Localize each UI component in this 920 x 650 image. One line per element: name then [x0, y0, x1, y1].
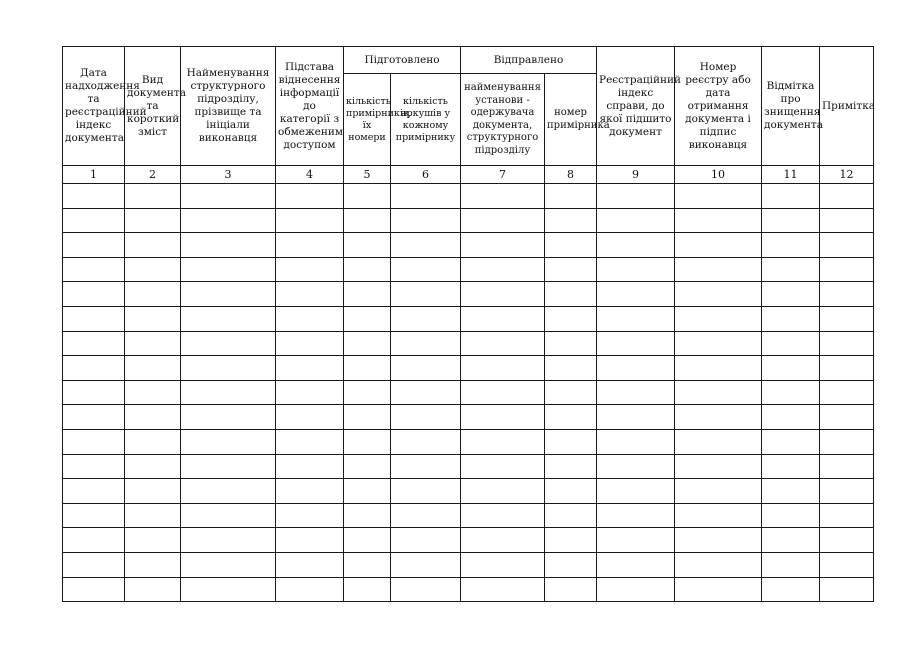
table-row	[63, 528, 874, 553]
table-cell[interactable]	[125, 503, 181, 528]
table-cell[interactable]	[675, 577, 762, 602]
column-number: 8	[545, 166, 597, 184]
table-row	[63, 503, 874, 528]
table-cell[interactable]	[63, 405, 125, 430]
table-cell[interactable]	[762, 282, 820, 307]
table-cell[interactable]	[597, 331, 675, 356]
table-cell[interactable]	[125, 479, 181, 504]
table-cell[interactable]	[344, 257, 391, 282]
table-cell[interactable]	[181, 356, 276, 381]
table-cell[interactable]	[391, 528, 461, 553]
table-cell[interactable]	[344, 282, 391, 307]
table-cell[interactable]	[597, 479, 675, 504]
table-cell[interactable]	[344, 306, 391, 331]
table-cell[interactable]	[63, 356, 125, 381]
header-document-type: Вид документа та короткий зміст	[125, 47, 181, 166]
table-cell[interactable]	[461, 233, 545, 258]
table-cell[interactable]	[762, 356, 820, 381]
table-cell[interactable]	[545, 528, 597, 553]
table-cell[interactable]	[344, 380, 391, 405]
table-cell[interactable]	[391, 356, 461, 381]
header-note: Примітка	[820, 47, 874, 166]
table-cell[interactable]	[675, 405, 762, 430]
table-cell[interactable]	[675, 282, 762, 307]
table-cell[interactable]	[820, 503, 874, 528]
table-cell[interactable]	[63, 257, 125, 282]
column-number: 5	[344, 166, 391, 184]
table-cell[interactable]	[545, 331, 597, 356]
table-cell[interactable]	[181, 257, 276, 282]
table-cell[interactable]	[545, 503, 597, 528]
table-cell[interactable]	[545, 282, 597, 307]
table-cell[interactable]	[461, 257, 545, 282]
table-cell[interactable]	[181, 208, 276, 233]
table-cell[interactable]	[461, 356, 545, 381]
table-cell[interactable]	[545, 380, 597, 405]
table-cell[interactable]	[276, 233, 344, 258]
column-number: 12	[820, 166, 874, 184]
table-row	[63, 380, 874, 405]
table-cell[interactable]	[820, 479, 874, 504]
header-restriction-basis: Підстава віднесення інформації до категорії з обмеженим доступом	[276, 47, 344, 166]
table-cell[interactable]	[63, 577, 125, 602]
header-receipt-date: Дата надходження та реєстраційний індекс документа	[63, 47, 125, 166]
table-cell[interactable]	[675, 184, 762, 209]
table-cell[interactable]	[461, 503, 545, 528]
table-cell[interactable]	[545, 405, 597, 430]
table-cell[interactable]	[597, 208, 675, 233]
table-cell[interactable]	[597, 257, 675, 282]
table-cell[interactable]	[820, 405, 874, 430]
table-cell[interactable]	[63, 306, 125, 331]
table-cell[interactable]	[344, 356, 391, 381]
table-cell[interactable]	[762, 331, 820, 356]
table-cell[interactable]	[461, 331, 545, 356]
table-cell[interactable]	[597, 429, 675, 454]
table-cell[interactable]	[125, 454, 181, 479]
table-cell[interactable]	[391, 282, 461, 307]
table-cell[interactable]	[63, 233, 125, 258]
column-number: 11	[762, 166, 820, 184]
table-cell[interactable]	[276, 208, 344, 233]
column-number: 9	[597, 166, 675, 184]
table-cell[interactable]	[820, 184, 874, 209]
table-cell[interactable]	[391, 331, 461, 356]
table-cell[interactable]	[461, 208, 545, 233]
table-cell[interactable]	[762, 454, 820, 479]
table-cell[interactable]	[344, 331, 391, 356]
table-row	[63, 257, 874, 282]
table-cell[interactable]	[597, 184, 675, 209]
table-cell[interactable]	[675, 503, 762, 528]
table-cell[interactable]	[181, 503, 276, 528]
table-cell[interactable]	[63, 454, 125, 479]
table-cell[interactable]	[391, 479, 461, 504]
table-cell[interactable]	[125, 257, 181, 282]
header-sheets-count: кількість аркушів у кожному примірнику	[391, 74, 461, 166]
table-cell[interactable]	[461, 429, 545, 454]
table-cell[interactable]	[820, 233, 874, 258]
table-cell[interactable]	[597, 454, 675, 479]
register-table	[62, 46, 874, 602]
table-cell[interactable]	[762, 552, 820, 577]
table-row	[63, 479, 874, 504]
table-cell[interactable]	[181, 577, 276, 602]
column-number: 6	[391, 166, 461, 184]
table-cell[interactable]	[762, 184, 820, 209]
table-cell[interactable]	[181, 331, 276, 356]
table-row	[63, 184, 874, 209]
table-cell[interactable]	[545, 257, 597, 282]
table-cell[interactable]	[276, 356, 344, 381]
table-cell[interactable]	[597, 233, 675, 258]
column-number: 3	[181, 166, 276, 184]
table-cell[interactable]	[344, 552, 391, 577]
table-cell[interactable]	[762, 479, 820, 504]
table-cell[interactable]	[391, 405, 461, 430]
table-cell[interactable]	[391, 233, 461, 258]
header-registry-number: Номер реєстру або дата отримання документа і підпис виконавця	[675, 47, 762, 166]
table-cell[interactable]	[181, 233, 276, 258]
table-cell[interactable]	[675, 454, 762, 479]
table-row	[63, 306, 874, 331]
table-cell[interactable]	[63, 380, 125, 405]
table-cell[interactable]	[344, 528, 391, 553]
table-row	[63, 282, 874, 307]
table-row	[63, 552, 874, 577]
table-cell[interactable]	[461, 577, 545, 602]
table-cell[interactable]	[461, 184, 545, 209]
table-cell[interactable]	[597, 528, 675, 553]
table-cell[interactable]	[820, 552, 874, 577]
table-cell[interactable]	[545, 577, 597, 602]
table-cell[interactable]	[344, 208, 391, 233]
table-cell[interactable]	[675, 233, 762, 258]
table-cell[interactable]	[125, 208, 181, 233]
table-cell[interactable]	[344, 577, 391, 602]
header-group-prepared: Підготовлено	[344, 47, 461, 74]
table-cell[interactable]	[675, 429, 762, 454]
table-cell[interactable]	[276, 479, 344, 504]
table-cell[interactable]	[276, 257, 344, 282]
table-cell[interactable]	[63, 331, 125, 356]
table-cell[interactable]	[276, 454, 344, 479]
header-copies-count: кількість примірників, їх номери	[344, 74, 391, 166]
table-cell[interactable]	[461, 306, 545, 331]
table-cell[interactable]	[63, 552, 125, 577]
table-cell[interactable]	[461, 528, 545, 553]
table-cell[interactable]	[391, 306, 461, 331]
table-cell[interactable]	[181, 528, 276, 553]
table-cell[interactable]	[391, 552, 461, 577]
table-cell[interactable]	[597, 577, 675, 602]
table-cell[interactable]	[276, 577, 344, 602]
table-cell[interactable]	[762, 405, 820, 430]
table-cell[interactable]	[276, 282, 344, 307]
table-cell[interactable]	[391, 208, 461, 233]
table-cell[interactable]	[675, 356, 762, 381]
table-cell[interactable]	[545, 184, 597, 209]
table-cell[interactable]	[276, 405, 344, 430]
table-cell[interactable]	[820, 577, 874, 602]
table-cell[interactable]	[545, 479, 597, 504]
table-cell[interactable]	[461, 479, 545, 504]
table-cell[interactable]	[675, 208, 762, 233]
table-cell[interactable]	[125, 282, 181, 307]
table-cell[interactable]	[125, 331, 181, 356]
header-group-sent: Відправлено	[461, 47, 597, 74]
table-cell[interactable]	[125, 577, 181, 602]
table-cell[interactable]	[391, 429, 461, 454]
table-cell[interactable]	[181, 184, 276, 209]
table-cell[interactable]	[125, 552, 181, 577]
table-cell[interactable]	[675, 257, 762, 282]
table-cell[interactable]	[276, 306, 344, 331]
table-cell[interactable]	[63, 208, 125, 233]
column-number: 10	[675, 166, 762, 184]
table-cell[interactable]	[276, 528, 344, 553]
table-cell[interactable]	[820, 282, 874, 307]
table-cell[interactable]	[181, 429, 276, 454]
table-cell[interactable]	[762, 380, 820, 405]
table-cell[interactable]	[545, 356, 597, 381]
table-cell[interactable]	[63, 184, 125, 209]
table-cell[interactable]	[344, 503, 391, 528]
table-cell[interactable]	[675, 306, 762, 331]
table-cell[interactable]	[597, 405, 675, 430]
table-cell[interactable]	[820, 306, 874, 331]
table-cell[interactable]	[820, 528, 874, 553]
column-number: 4	[276, 166, 344, 184]
table-cell[interactable]	[125, 233, 181, 258]
table-row	[63, 405, 874, 430]
table-cell[interactable]	[391, 503, 461, 528]
table-cell[interactable]	[125, 429, 181, 454]
table-row	[63, 208, 874, 233]
table-cell[interactable]	[276, 331, 344, 356]
table-cell[interactable]	[125, 528, 181, 553]
table-cell[interactable]	[276, 503, 344, 528]
table-cell[interactable]	[545, 306, 597, 331]
table-cell[interactable]	[391, 454, 461, 479]
header-destruction-mark: Відмітка про знищення документа	[762, 47, 820, 166]
table-cell[interactable]	[597, 306, 675, 331]
table-cell[interactable]	[344, 405, 391, 430]
table-row	[63, 454, 874, 479]
table-cell[interactable]	[762, 503, 820, 528]
table-cell[interactable]	[181, 282, 276, 307]
table-cell[interactable]	[461, 454, 545, 479]
table-cell[interactable]	[820, 380, 874, 405]
table-cell[interactable]	[545, 429, 597, 454]
table-row	[63, 331, 874, 356]
table-cell[interactable]	[276, 184, 344, 209]
table-cell[interactable]	[391, 257, 461, 282]
table-row	[63, 577, 874, 602]
table-cell[interactable]	[391, 380, 461, 405]
table-cell[interactable]	[344, 184, 391, 209]
table-cell[interactable]	[597, 380, 675, 405]
table-cell[interactable]	[461, 405, 545, 430]
table-cell[interactable]	[63, 429, 125, 454]
column-number: 7	[461, 166, 545, 184]
table-cell[interactable]	[125, 380, 181, 405]
table-cell[interactable]	[344, 233, 391, 258]
table-cell[interactable]	[125, 405, 181, 430]
table-cell[interactable]	[181, 552, 276, 577]
table-cell[interactable]	[762, 577, 820, 602]
table-cell[interactable]	[597, 282, 675, 307]
table-cell[interactable]	[762, 528, 820, 553]
table-cell[interactable]	[820, 208, 874, 233]
table-cell[interactable]	[125, 306, 181, 331]
header-copy-number: номер примірника	[545, 74, 597, 166]
table-cell[interactable]	[391, 184, 461, 209]
table-cell[interactable]	[820, 331, 874, 356]
table-cell[interactable]	[461, 282, 545, 307]
table-cell[interactable]	[391, 577, 461, 602]
table-cell[interactable]	[820, 356, 874, 381]
table-cell[interactable]	[63, 479, 125, 504]
table-cell[interactable]	[461, 552, 545, 577]
table-cell[interactable]	[762, 429, 820, 454]
table-cell[interactable]	[461, 380, 545, 405]
table-cell[interactable]	[276, 429, 344, 454]
table-cell[interactable]	[181, 306, 276, 331]
table-cell[interactable]	[63, 282, 125, 307]
table-row	[63, 429, 874, 454]
table-cell[interactable]	[762, 257, 820, 282]
table-cell[interactable]	[181, 405, 276, 430]
table-row	[63, 233, 874, 258]
table-cell[interactable]	[597, 503, 675, 528]
column-number-row	[63, 166, 874, 184]
header-case-index: Реєстраційний індекс справи, до якої підшито документ	[597, 47, 675, 166]
table-row	[63, 356, 874, 381]
table-cell[interactable]	[181, 380, 276, 405]
header-recipient-institution: найменування установи - одержувача документа, структурного підрозділу	[461, 74, 545, 166]
table-cell[interactable]	[344, 454, 391, 479]
table-cell[interactable]	[344, 479, 391, 504]
table-cell[interactable]	[762, 306, 820, 331]
table-cell[interactable]	[545, 454, 597, 479]
table-cell[interactable]	[63, 503, 125, 528]
table-cell[interactable]	[675, 380, 762, 405]
table-cell[interactable]	[125, 184, 181, 209]
table-cell[interactable]	[597, 356, 675, 381]
table-cell[interactable]	[276, 552, 344, 577]
table-cell[interactable]	[820, 257, 874, 282]
table-cell[interactable]	[63, 528, 125, 553]
table-cell[interactable]	[762, 208, 820, 233]
table-cell[interactable]	[597, 552, 675, 577]
table-cell[interactable]	[675, 479, 762, 504]
column-number: 1	[63, 166, 125, 184]
table-cell[interactable]	[820, 454, 874, 479]
table-cell[interactable]	[820, 429, 874, 454]
table-cell[interactable]	[545, 552, 597, 577]
table-cell[interactable]	[675, 552, 762, 577]
column-number: 2	[125, 166, 181, 184]
header-department-executor: Найменування структурного підрозділу, прізвище та ініціали виконавця	[181, 47, 276, 166]
table-cell[interactable]	[344, 429, 391, 454]
table-cell[interactable]	[181, 479, 276, 504]
table-cell[interactable]	[675, 528, 762, 553]
table-cell[interactable]	[276, 380, 344, 405]
table-cell[interactable]	[181, 454, 276, 479]
table-cell[interactable]	[762, 233, 820, 258]
table-cell[interactable]	[675, 331, 762, 356]
table-cell[interactable]	[545, 208, 597, 233]
header-row-top	[63, 47, 874, 74]
table-cell[interactable]	[545, 233, 597, 258]
table-cell[interactable]	[125, 356, 181, 381]
